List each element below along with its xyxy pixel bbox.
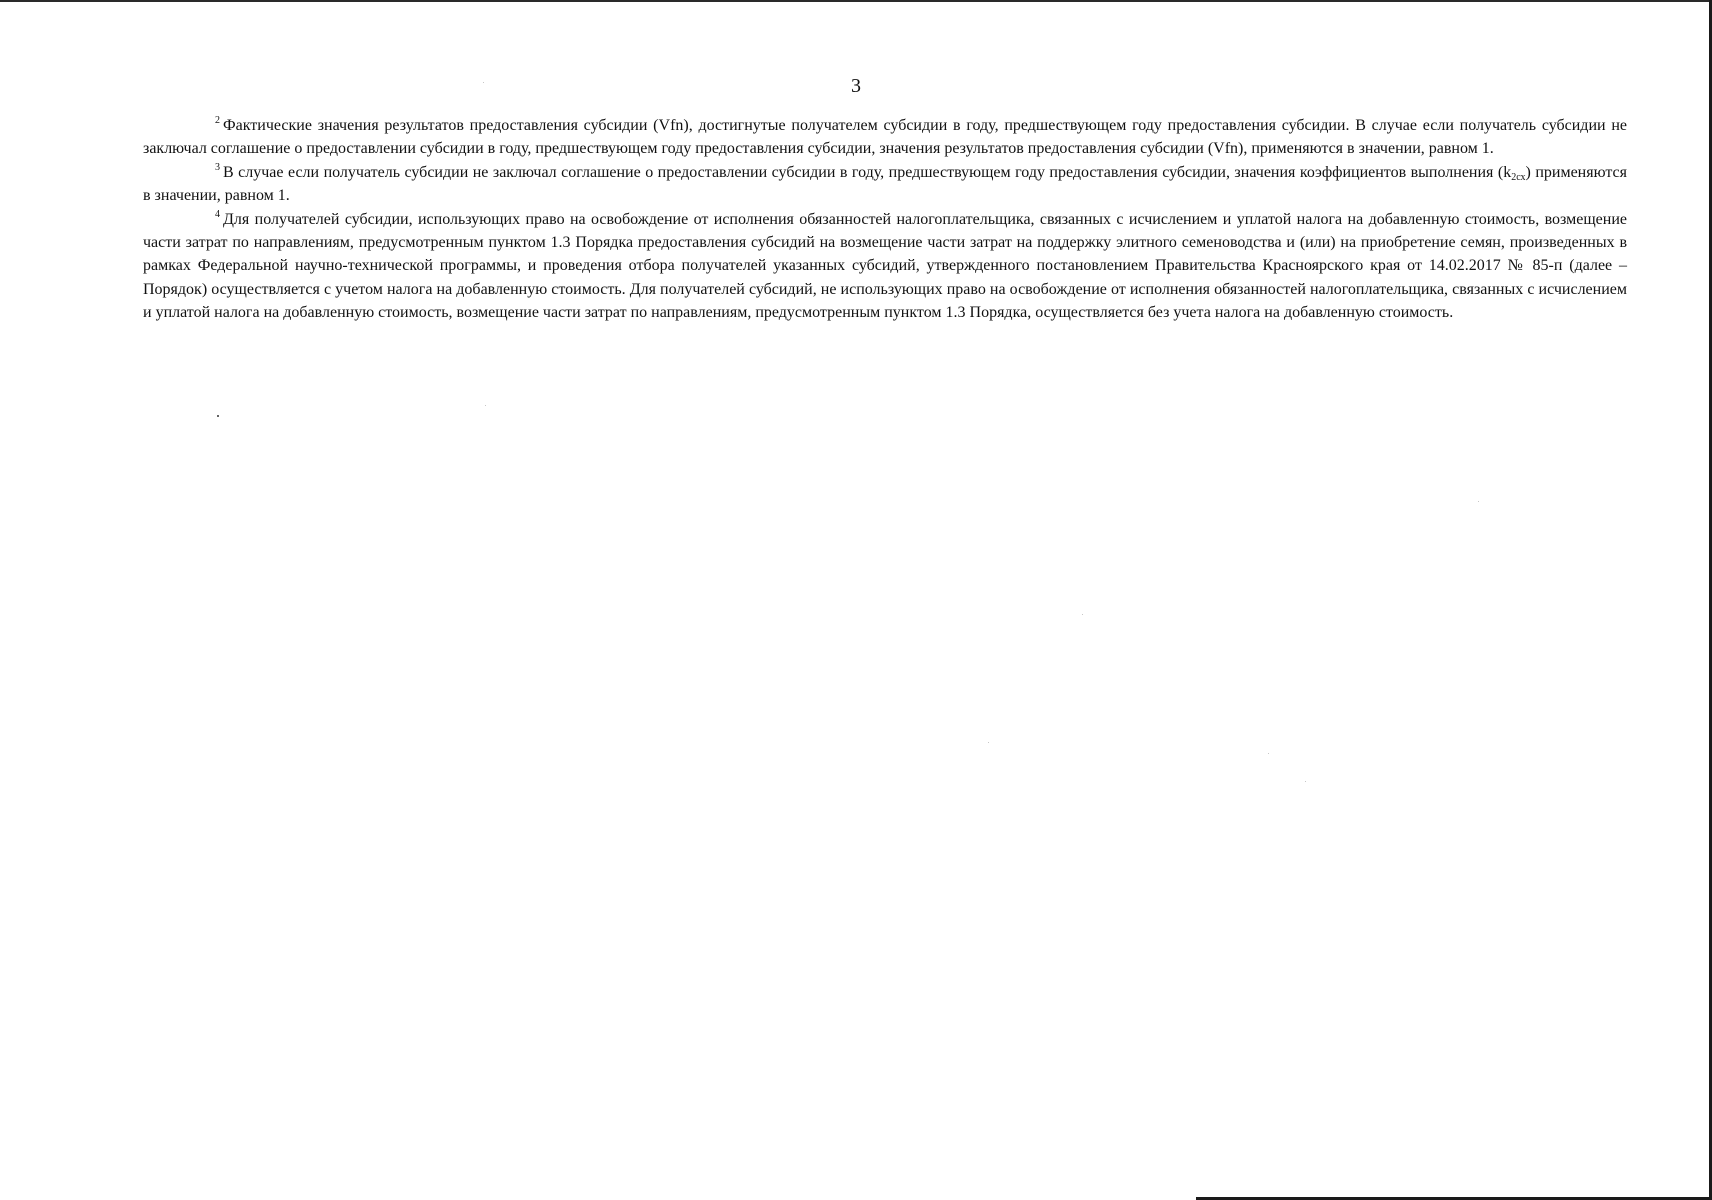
footnote-text: Для получателей субсидии, использующих право на освобождение от исполнения обязанностей налогоплательщика, связанных с исчислением и уплатой налога на добавленную стоимость, возмещение части затрат по направлениям, предусмотренным пунктом 1.3 Порядка предоставления субсидий на возмещение части затрат на поддержку элитного семеноводства и (или) на приобретение семян, произведенных в рамках Федеральной научно-технической программы, и проведения отбора получателей указанных субсидий, утвержденного постановлением Правительства Красноярского края от 14.02.2017 № 85-п (далее – Порядок) осуществляется с учетом налога на добавленную стоимость. Для получателей субсидий, не использующих право на освобождение от исполнения обязанностей налогоплательщика, связанных с исчислением и уплатой налога на добавленную стоимость, возмещение части затрат по направлениям, предусмотренным пунктом 1.3 Порядка, осуществляется без учета налога на добавленную стоимость.	[143, 210, 1627, 322]
scan-border-top	[0, 0, 1712, 2]
scan-speck	[1305, 781, 1306, 782]
footnote-marker: 4	[215, 208, 220, 220]
scan-speck	[1268, 753, 1269, 754]
scan-speck	[485, 405, 486, 406]
footnote-text: Фактические значения результатов предоставления субсидии (Vfn), достигнутые получателем субсидии в году, предшествующем году предоставления субсидии. В случае если получатель субсидии не заключал соглашение о предоставлении субсидии в году, предшествующем году предоставления субсидии, значения результатов предоставления субсидии (Vfn), применяются в значении, равном 1.	[143, 117, 1627, 158]
scan-speck	[217, 415, 219, 417]
footnote-marker: 2	[215, 115, 220, 126]
footnote-text: В случае если получатель субсидии не заключал соглашение о предоставлении субсидии в году, предшествующем году предоставления субсидии, значения коэффициентов выполнения (k	[223, 163, 1512, 181]
footnote-2	[143, 114, 1627, 161]
scan-speck	[1478, 501, 1479, 502]
scan-speck	[483, 82, 484, 83]
scan-speck	[988, 742, 989, 743]
coefficient-subscript: 2сх	[1511, 171, 1526, 183]
page-number: 3	[851, 75, 861, 97]
scan-speck	[1082, 614, 1083, 615]
footnotes-section	[143, 114, 1627, 325]
footnote-text-continued: ) применяются в значении, равном 1.	[143, 163, 1627, 205]
footnote-4	[143, 208, 1627, 325]
footnote-3	[143, 161, 1627, 208]
footnote-marker: 3	[215, 161, 220, 173]
